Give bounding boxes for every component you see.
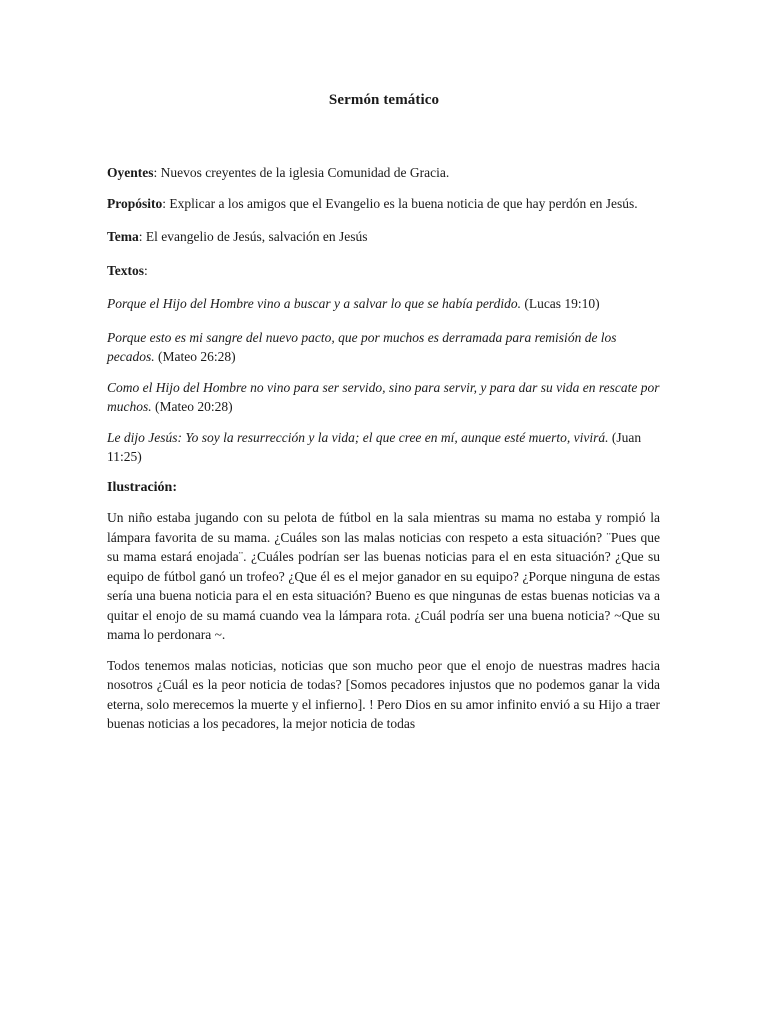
- textos-label: Textos: [107, 262, 145, 278]
- oyentes-text: : Nuevos creyentes de la iglesia Comunidad de Gracia.: [153, 165, 450, 180]
- proposito-label: Propósito: [107, 195, 163, 211]
- verse-item: [107, 428, 660, 467]
- verse-text: Porque el Hijo del Hombre vino a buscar y a salvar lo que se había perdido.: [107, 296, 521, 311]
- verse-text: Como el Hijo del Hombre no vino para ser servido, sino para servir, y para dar su vida en rescate por muchos.: [107, 379, 660, 414]
- oyentes-label: Oyentes: [107, 165, 154, 180]
- verse-item: [107, 378, 660, 417]
- proposito-line: [107, 194, 660, 214]
- ilustracion-heading: Ilustración:: [107, 479, 177, 495]
- textos-line: [107, 261, 660, 281]
- verse-item: [107, 328, 660, 367]
- document-title: Sermón temático: [328, 92, 440, 108]
- verse-reference: (Juan 11:25): [107, 429, 642, 464]
- tema-line: [107, 227, 660, 247]
- verse-reference: (Mateo 26:28): [154, 349, 236, 364]
- verse-text: Porque esto es mi sangre del nuevo pacto, que por muchos es derramada para remisión de los pecados.: [107, 329, 617, 364]
- verse-text: Le dijo Jesús: Yo soy la resurrección y la vida; el que cree en mí, aunque esté muerto, vivirá.: [107, 429, 609, 445]
- verse-reference: (Mateo 20:28): [151, 399, 233, 414]
- ilustracion-paragraph: Todos tenemos malas noticias, noticias que son mucho peor que el enojo de nuestras madres hacia nosotros ¿Cuál es la peor noticia de todas? [Somos pecadores injustos que no podemos ganar la vida eterna, solo merecemos la muerte y el infierno]. ! Pero Dios en su amor infinito envió a su Hijo a traer buenas noticias a los pecadores, la mejor noticia de todas: [107, 657, 660, 731]
- verse-item: [107, 294, 660, 314]
- verse-reference: (Lucas 19:10): [520, 296, 600, 311]
- ilustracion-paragraph: Un niño estaba jugando con su pelota de fútbol en la sala mientras su mama no estaba y rompió la lámpara favorita de su mama. ¿Cuáles son las malas noticias con respeto a esta situación? ¨Pues que su mama estará enojada¨. ¿Cuáles podrían ser las buenas noticias para el en esta situación? ¿Que su equipo de fútbol ganó un trofeo? ¿Que él es el mejor ganador en su equipo? ¿Porque ninguna de estas sería una buena noticia para el en esta situación? Bueno es que ningunas de estas buenas noticias va a quitar el enojo de su mamá cuando vea la lámpara rota. ¿Cuál podría ser una buena noticia? ~Que su mama lo perdonara ~.: [107, 510, 660, 642]
- document-body: [107, 163, 660, 745]
- oyentes-line: [107, 163, 660, 183]
- proposito-text: : Explicar a los amigos que el Evangelio es la buena noticia de que hay perdón en Jesús.: [162, 195, 638, 211]
- tema-text: : El evangelio de Jesús, salvación en Jesús: [138, 229, 368, 244]
- textos-suffix: :: [144, 262, 148, 278]
- tema-label: Tema: [107, 229, 139, 244]
